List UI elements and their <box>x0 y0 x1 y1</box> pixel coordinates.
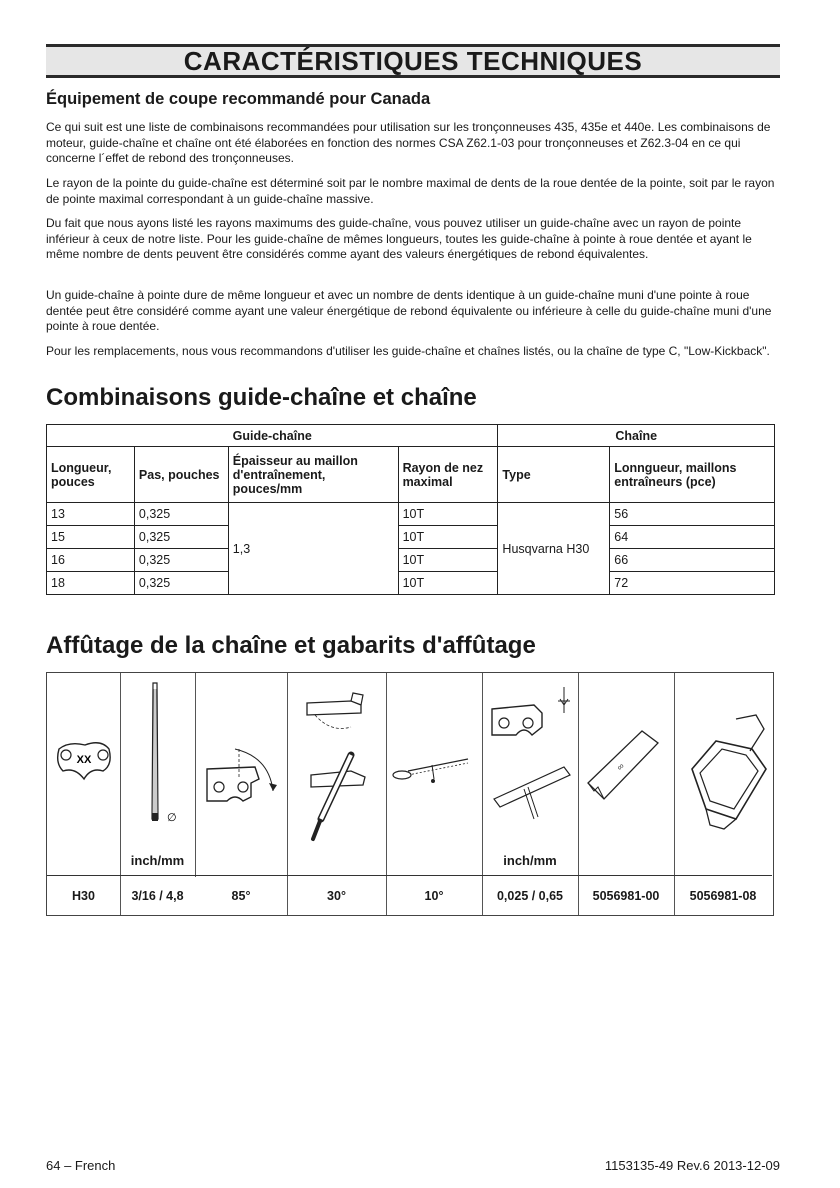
cell-links: 64 <box>610 526 775 549</box>
table-row <box>47 549 775 572</box>
file-angle-icon <box>291 679 383 869</box>
paragraph-2: Le rayon de la pointe du guide-chaîne est déterminé soit par le nombre maximal de dents de la roue dentée de la pointe, soit par le rayon de pointe maximal correspondant à un guide-chaîne massive. <box>46 176 775 206</box>
cell-pitch: 0,325 <box>134 503 228 526</box>
diameter-symbol: ∅ <box>167 812 177 824</box>
unit-label-depth: inch/mm <box>503 853 557 868</box>
cell-radius: 10T <box>398 572 498 595</box>
value-part-number-1: 5056981-00 <box>592 889 660 903</box>
cell-length: 18 <box>47 572 135 595</box>
value-depth-gauge: 0,025 / 0,65 <box>496 889 564 903</box>
value-file-angle: 30° <box>327 889 346 903</box>
footer-page-number: 64 – French <box>46 1158 116 1173</box>
col-header-radius: Rayon de nez maximal <box>398 447 498 503</box>
sharpening-kit-icon <box>676 679 772 869</box>
cell-pitch: 0,325 <box>134 549 228 572</box>
sharpening-table <box>46 672 774 916</box>
value-part-number-2: 5056981-08 <box>689 889 757 903</box>
cell-links: 72 <box>610 572 775 595</box>
cell-length: 13 <box>47 503 135 526</box>
section-heading-sharpening: Affûtage de la chaîne et gabarits d'affûtage <box>46 632 536 659</box>
chain-template-icon <box>51 679 117 869</box>
file-holder-icon <box>388 679 480 869</box>
column-divider <box>195 673 196 877</box>
paragraph-4: Un guide-chaîne à pointe dure de même longueur et avec un nombre de dents identique à un guide-chaîne muni d'une pointe à roue dentée peut être considéré comme ayant une valeur énergétique de rebond équivalente ou inférieure à celle du guide-chaîne muni d'une pointe à roue dentée. <box>46 288 772 333</box>
value-chain-type: H30 <box>72 889 95 903</box>
table-header-row <box>47 447 775 503</box>
page-title: CARACTÉRISTIQUES TECHNIQUES <box>183 45 643 76</box>
template-marking: XX <box>76 754 92 766</box>
title-bar <box>46 44 780 78</box>
combinations-table <box>46 424 775 595</box>
round-file-icon <box>123 679 193 851</box>
value-holder-angle: 10° <box>424 889 444 903</box>
col-header-gauge: Épaisseur au maillon d'entraînement, pouces/mm <box>228 447 398 503</box>
cell-length: 16 <box>47 549 135 572</box>
svg-text:∞: ∞ <box>614 760 627 773</box>
section-heading-combinations: Combinaisons guide-chaîne et chaîne <box>46 384 477 411</box>
depth-gauge-icon <box>484 679 576 869</box>
table-row <box>47 572 775 595</box>
footer-doc-id: 1153135-49 Rev.6 2013-12-09 <box>604 1158 780 1173</box>
col-header-length: Longueur, pouces <box>47 447 135 503</box>
flat-gauge-tool-icon <box>580 679 672 869</box>
cell-radius: 10T <box>398 503 498 526</box>
paragraph-1: Ce qui suit est une liste de combinaisons recommandées pour utilisation sur les tronçonneuses 435, 435e et 440e. Les combinaisons de moteur, guide-chaîne et chaîne ont été élaborées en fonction des normes CSA Z62.1-03 pour tronçonneuses et Z62.3-04 en ce qui concerne l´effet de rebond des tronçonneuses. <box>46 120 771 165</box>
table-row <box>47 526 775 549</box>
col-header-type: Type <box>498 447 610 503</box>
table-group-header-row <box>47 425 775 447</box>
top-plate-angle-icon <box>199 679 285 869</box>
cell-type: Husqvarna H30 <box>498 503 610 595</box>
cell-links: 56 <box>610 503 775 526</box>
paragraph-5: Pour les remplacements, nous vous recommandons d'utiliser les guide-chaîne et chaînes listés, ou la chaîne de type C, "Low-Kickback". <box>46 344 770 358</box>
section-heading-canada: Équipement de coupe recommandé pour Canada <box>46 90 431 108</box>
row-divider <box>47 875 772 876</box>
cell-gauge: 1,3 <box>228 503 398 595</box>
cell-pitch: 0,325 <box>134 526 228 549</box>
cell-links: 66 <box>610 549 775 572</box>
unit-label-file: inch/mm <box>130 853 185 868</box>
paragraph-3: Du fait que nous ayons listé les rayons maximums des guide-chaîne, vous pouvez utiliser un guide-chaîne avec un rayon de pointe inférieur à ceux de notre liste. Pour les guide-chaîne de mêmes longueurs, toutes les guide-chaîne à pointe à roue dentée et ayant le même nombre de dents peuvent être considérés comme ayant des valeurs énergétiques de rebond équivalentes. <box>46 216 752 261</box>
cell-pitch: 0,325 <box>134 572 228 595</box>
value-file-diameter: 3/16 / 4,8 <box>131 889 184 903</box>
group-header-bar: Guide-chaîne <box>47 425 498 447</box>
value-top-plate-angle: 85° <box>231 889 251 903</box>
cell-length: 15 <box>47 526 135 549</box>
col-header-pitch: Pas, pouches <box>134 447 228 503</box>
group-header-chain: Chaîne <box>498 425 775 447</box>
cell-radius: 10T <box>398 549 498 572</box>
col-header-links: Lonngueur, maillons entraîneurs (pce) <box>610 447 775 503</box>
table-row <box>47 503 775 526</box>
cell-radius: 10T <box>398 526 498 549</box>
